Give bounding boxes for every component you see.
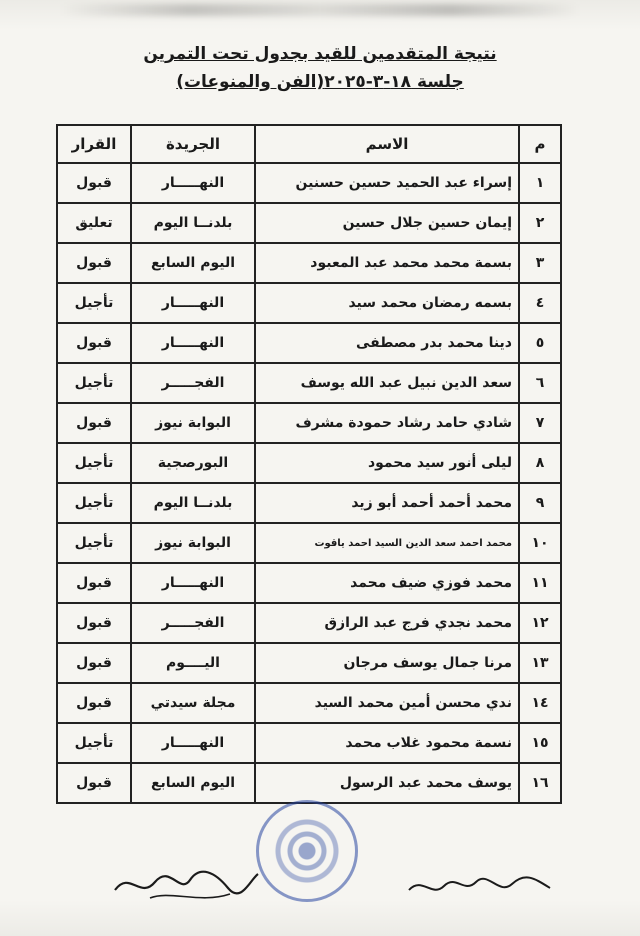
row-paper: البوابة نيوز (131, 523, 255, 563)
row-num: ١٠ (519, 523, 561, 563)
row-name: بسمة محمد محمد عبد المعبود (255, 243, 519, 283)
table-row (57, 203, 561, 243)
row-num: ٤ (519, 283, 561, 323)
row-paper: بلدنــا اليوم (131, 483, 255, 523)
table-row (57, 403, 561, 443)
row-num: ١٥ (519, 723, 561, 763)
col-header-decision: القرار (57, 125, 131, 163)
document-title: نتيجة المتقدمين للقيد بجدول تحت التمرين (143, 44, 497, 64)
row-name: ندي محسن أمين محمد السيد (255, 683, 519, 723)
row-decision: تأجيل (57, 283, 131, 323)
row-decision: قبول (57, 683, 131, 723)
table-row (57, 243, 561, 283)
row-name: ليلى أنور سيد محمود (255, 443, 519, 483)
row-paper: الفجـــــر (131, 363, 255, 403)
row-name: إسراء عبد الحميد حسين حسنين (255, 163, 519, 203)
row-decision: تأجيل (57, 523, 131, 563)
row-decision: قبول (57, 403, 131, 443)
col-header-paper: الجريدة (131, 125, 255, 163)
table-row (57, 683, 561, 723)
session-line: جلسة ١٨-٣-٢٠٢٥(الفن والمنوعات) (176, 72, 464, 92)
row-paper: اليــــوم (131, 643, 255, 683)
row-name: مرنا جمال يوسف مرجان (255, 643, 519, 683)
table-row (57, 643, 561, 683)
row-name: نسمة محمود غلاب محمد (255, 723, 519, 763)
row-num: ٥ (519, 323, 561, 363)
table-row (57, 563, 561, 603)
row-name: إيمان حسين جلال حسين (255, 203, 519, 243)
row-num: ١١ (519, 563, 561, 603)
row-num: ٦ (519, 363, 561, 403)
row-paper: النهـــــار (131, 163, 255, 203)
col-header-num: م (519, 125, 561, 163)
row-paper: النهـــــار (131, 723, 255, 763)
row-name: شادي حامد رشاد حمودة مشرف (255, 403, 519, 443)
scan-smudge (60, 4, 580, 16)
row-num: ٩ (519, 483, 561, 523)
row-decision: تأجيل (57, 483, 131, 523)
table-row (57, 443, 561, 483)
row-num: ٨ (519, 443, 561, 483)
row-num: ١ (519, 163, 561, 203)
row-paper: النهـــــار (131, 283, 255, 323)
row-name: محمد أحمد أحمد أبو زيد (255, 483, 519, 523)
row-num: ١٢ (519, 603, 561, 643)
signature-right (404, 868, 554, 908)
row-decision: قبول (57, 643, 131, 683)
row-decision: قبول (57, 763, 131, 803)
row-decision: قبول (57, 323, 131, 363)
table-header-row (57, 125, 561, 163)
row-name: دينا محمد بدر مصطفى (255, 323, 519, 363)
row-paper: البورصجية (131, 443, 255, 483)
table-row (57, 363, 561, 403)
official-stamp (256, 800, 358, 902)
row-paper: اليوم السابع (131, 763, 255, 803)
row-decision: قبول (57, 563, 131, 603)
row-decision: تأجيل (57, 443, 131, 483)
table-row (57, 523, 561, 563)
row-num: ٧ (519, 403, 561, 443)
row-num: ٢ (519, 203, 561, 243)
row-decision: قبول (57, 243, 131, 283)
row-name: يوسف محمد عبد الرسول (255, 763, 519, 803)
row-paper: الفجـــــر (131, 603, 255, 643)
row-num: ٣ (519, 243, 561, 283)
row-name: محمد نجدي فرج عبد الرازق (255, 603, 519, 643)
row-num: ١٦ (519, 763, 561, 803)
row-decision: قبول (57, 603, 131, 643)
table-row (57, 323, 561, 363)
row-paper: النهـــــار (131, 323, 255, 363)
table-row (57, 763, 561, 803)
table-row (57, 723, 561, 763)
row-decision: تأجيل (57, 363, 131, 403)
row-paper: البوابة نيوز (131, 403, 255, 443)
results-table (56, 124, 562, 804)
row-paper: مجلة سيدتي (131, 683, 255, 723)
row-name: محمد احمد سعد الدين السيد احمد ياقوت (255, 523, 519, 563)
table-row (57, 283, 561, 323)
row-paper: النهـــــار (131, 563, 255, 603)
row-paper: اليوم السابع (131, 243, 255, 283)
row-name: سعد الدين نبيل عبد الله يوسف (255, 363, 519, 403)
row-decision: قبول (57, 163, 131, 203)
row-decision: تأجيل (57, 723, 131, 763)
table-row (57, 603, 561, 643)
row-name: بسمه رمضان محمد سيد (255, 283, 519, 323)
row-num: ١٤ (519, 683, 561, 723)
row-paper: بلدنــا اليوم (131, 203, 255, 243)
signature-left (110, 860, 260, 910)
row-num: ١٣ (519, 643, 561, 683)
row-decision: تعليق (57, 203, 131, 243)
row-name: محمد فوزي ضيف محمد (255, 563, 519, 603)
table-row (57, 163, 561, 203)
col-header-name: الاسم (255, 125, 519, 163)
table-row (57, 483, 561, 523)
